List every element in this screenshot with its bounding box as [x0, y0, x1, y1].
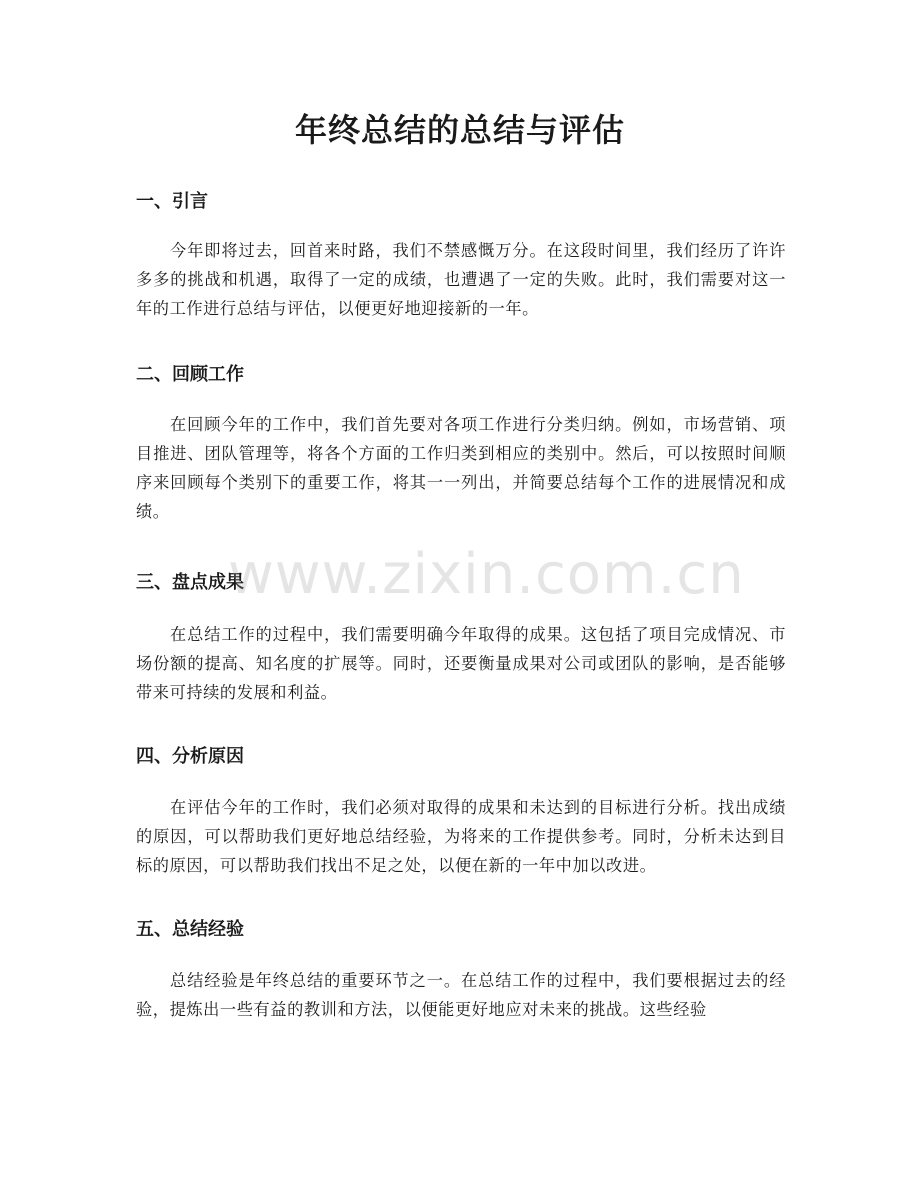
section-body-review: 在回顾今年的工作中，我们首先要对各项工作进行分类归纳。例如，市场营销、项目推进、团队管理等，将各个方面的工作归类到相应的类别中。然后，可以按照时间顺序来回顾每个类别下的重要工作，将其一一列出，并简要总结每个工作的进展情况和成绩。: [136, 415, 786, 521]
section-body-experience: 总结经验是年终总结的重要环节之一。在总结工作的过程中，我们要根据过去的经验，提炼出一些有益的教训和方法，以便能更好地应对未来的挑战。这些经验: [136, 971, 786, 1019]
section-heading-achievements: 三、盘点成果: [136, 572, 244, 593]
section-heading-analysis: 四、分析原因: [136, 746, 244, 767]
section-body-achievements: 在总结工作的过程中，我们需要明确今年取得的成果。这包括了项目完成情况、市场份额的提高、知名度的扩展等。同时，还要衡量成果对公司或团队的影响，是否能够带来可持续的发展和利益。: [136, 625, 786, 702]
watermark-text: www.zixin.com.cn: [228, 542, 745, 607]
section-body-introduction: 今年即将过去，回首来时路，我们不禁感慨万分。在这段时间里，我们经历了许许多多的挑战和机遇，取得了一定的成绩，也遭遇了一定的失败。此时，我们需要对这一年的工作进行总结与评估，以便更好地迎接新的一年。: [136, 241, 786, 318]
section-heading-introduction: 一、引言: [136, 191, 208, 212]
section-heading-review: 二、回顾工作: [136, 364, 244, 385]
section-body-analysis: 在评估今年的工作时，我们必须对取得的成果和未达到的目标进行分析。找出成绩的原因，可以帮助我们更好地总结经验，为将来的工作提供参考。同时，分析未达到目标的原因，可以帮助我们找出不足之处，以便在新的一年中加以改进。: [136, 798, 786, 875]
section-heading-experience: 五、总结经验: [136, 919, 244, 940]
document-title: 年终总结的总结与评估: [294, 111, 625, 149]
